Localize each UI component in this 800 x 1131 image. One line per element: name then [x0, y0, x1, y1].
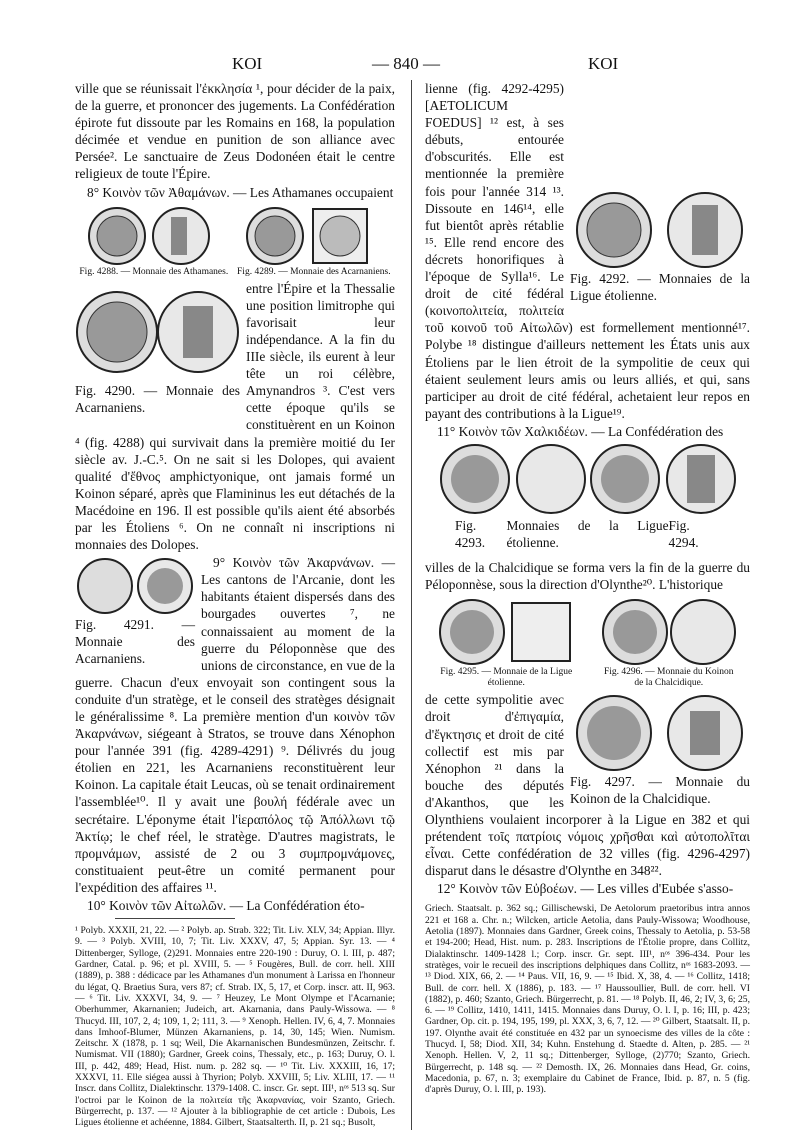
coin-image — [75, 282, 240, 382]
footnote-text: ¹ Polyb. XXXII, 21, 22. — ² Polyb. ap. Strab. 322; Tit. Liv. XLV, 34; Appian. Illyr. 9. — ³ Polyb. XVIII, 10, 7; Tit. Liv. XXXV, 47, 5; Appian. Syr. 13. — ⁴ Dittenberger, Sylloge, (2)291. Monnaies entre 220-190 : Duruy, O. l. III, p. 487; Gardner, Catal. p. 96; et pl. XVIII, 5. — ⁵ Fougères, Bull. de corr. hell. XIII (1889), p. 388 : dédicace par les Athamanes d'un monument à Larissa en l'honneur du légat, Q. Braetius Sura, vers 87; cf. Strab. IX, 5, 17, et Corp. inscr. att. II, 963. — ⁶ Tit. Liv. XXXVI, 34, 9. — ⁷ Heuzey, Le Mont Olympe et l'Acarnanie; Oberhummer, Akarnanien; Judeich, art. Akarnania, dans Pauly-Wissowa. — ⁸ Thucyd. III, 107, 2, 4; 109, 1, 2; 111, 3. — ⁹ Xenoph. Hellen. IV, 6, 4, 7. Monnaies dans Imhoof-Blumer, Münzen Akarnaniens, p. 14, 30, 145; Wien. Numism. Zeitschr. X (1878, p. 1 sq; Weil, Die Akarnanischen Bundesmünzen, Zeitschr. f. Numismat. VII (1880); Gardner, Greek coins, Thessaly, etc., p. 163; Duruy, O. l. III, p. 442, 489; Head, Hist. num. p. 282 sq. — ¹⁰ Tit. Liv. XXXIII, 16, 17; XXXVI, 11. Elle siégea aussi à Thyrion; Polyb. XXVIII, 5; Liv. XLIII, 17. — ¹¹ Inscr. dans Collitz, Dialektinschr. 1379-1408. C. inscr. Gr. sept. III¹, nᵒˢ 513 sq. Sur l'octroi par le Koinon de la πολιτεία τῆς Ἀκαρνανίας, voir Szanto, Griech. Bürgerrecht, p. 137. — ¹² Ajouter à la bibliographie de cet article : Dubois, Les Ligues étolienne et achéenne, 1884. Gilbert, Staatsalterth. II, p. 21 sq.; Busolt, — [75, 925, 395, 1129]
figure-caption: Fig. 4291. — Monnaie des Acarnaniens. — [75, 617, 195, 667]
footnotes — [75, 925, 395, 1128]
figure-caption: Fig. 4294. — [668, 517, 699, 551]
figure-caption: Fig. 4295. — Monnaie de la Ligue étolienne. — [440, 667, 573, 689]
section-heading: 12° Κοινὸν τῶν Εὐβοέων. — Les villes d'Eubée s'asso- — [437, 881, 734, 897]
section-heading: 8° Κοινὸν τῶν Ἀθαμάνων. — Les Athamanes occupaient — [87, 184, 394, 200]
figure-caption: Fig. 4293. — [455, 517, 486, 551]
page-number: — 840 — — [372, 54, 440, 73]
paragraph: ville que se réunissait l'ἐκκλησία ¹, pour décider de la paix, de la guerre, et prononcer des jugements. La Confédération épirote fut dissoute par les Romains en 168, la population décimée et vendue en punition de son alliance avec Persée². Le sanctuaire de Zeus Dodonéen était le centre religieux de toute l'Épire. — [75, 81, 395, 182]
figure-4295 — [436, 597, 576, 689]
header-right: KOI — [588, 54, 619, 73]
coin-image — [237, 205, 377, 267]
footnote-rule — [115, 918, 235, 919]
footnotes — [425, 903, 750, 1095]
left-column — [75, 80, 395, 1128]
right-column — [425, 80, 750, 1096]
figure-caption: Fig. 4289. — Monnaie des Acarnaniens. — [237, 266, 391, 277]
paragraph: villes de la Chalcidique se forma vers la fin de la guerre du Péloponnèse, sous la direction d'Olynthe²⁰. L'historique — [425, 560, 750, 593]
paragraph: lienne (fig. 4292-4295) [AETOLICUM FOEDUS] ¹² est, à ses débuts, entourée d'obscurités. Elle est mentionnée la première fois pour l'année 314 ¹³. Dissoute en 146¹⁴, elle fut bientôt après rétablie ¹⁵. Elle rend encore des décrets honorifiques à l'époque de Sylla¹⁶. Le droit de cité fédéral (κοινοπολιτεία, πολιτεία τοῦ κοινοῦ τοῦ Αἰτωλῶν) est formellement mentionné¹⁷. Polybe ¹⁸ distingue d'ailleurs nettement les États unis aux Étoliens par le lien étroit de la sympolitie de ceux qui étaient seulement leurs amis ou leurs alliés, et qui, sans participer au droit de cité fédéral, achetaient leur repos en payant des contributions à la Ligue¹⁹. — [425, 81, 750, 421]
section-heading: 9° Κοινὸν τῶν Ἀκαρνάνων. — Les cantons de l'Arcanie, dont les habitants étaient dispersés dans des bourgades ouvertes ⁷, ne connaissaient au moment de la guerre du Péloponnèse que des unions de circonstance, en vue de la guerre. Chacun d'eux envoyait son contingent sous la conduite d'un stratège, et le conseil des stratèges désignait le généralissime ⁸. La première mention d'un κοινὸν τῶν Ἀκαρνάνων, siégeant à Stratos, se trouve dans Xénophon pour l'année 391 (fig. 4289-4291) ⁹. Délivrés du joug étolien en 221, les Acarnaniens reconstituèrent leur Koinon. La capitale était Leucas, où se tenait ordinairement l'assemblée¹⁰. Il y avait une βουλή fédérale avec un secrétaire. L'éponyme était l'ἱεραπόλος τῷ Ἀπόλλωνι τῷ Ἀκτίῳ; le chef réel, le stratège. D'autres magistrats, le προμνάμων, assisté de 2 ou 3 συμπρομνάμονες, constituaient peut-être un comité permanent pour l'expédition des affaires ¹¹. — [75, 555, 395, 895]
figure-captions — [425, 517, 750, 551]
figure-caption: Fig. 4296. — Monnaie du Koinon de la Chalcidique. — [603, 667, 734, 689]
coin-image — [425, 441, 750, 517]
figure-caption: Fig. 4290. — Monnaie des Acarnaniens. — [75, 382, 240, 415]
figure-4297 — [570, 693, 750, 807]
figure-row — [425, 597, 750, 689]
figure-caption: Fig. 4288. — Monnaie des Athamanes. — [79, 266, 229, 277]
paragraph: de cette sympolitie avec droit d'ἐπιγαμία, d'ἔγκτησις et droit de cité collectif est mis par Xénophon ²¹ dans la bouche des députés d'Akanthos, que les Olynthiens voulaient incorporer à la Ligue en 382 et qui prétendent τοῖς πατρίοις νόμοις χρῆσθαι καὶ αὐτοπολῖται εἶναι. Cette confédération de 32 villes (fig. 4296-4297) disparut dans le désastre d'Olynthe en 348²². — [425, 692, 750, 879]
coin-image — [599, 597, 739, 667]
figure-4296 — [599, 597, 739, 689]
section-heading: 11° Κοινὸν τῶν Χαλκιδέων. — La Confédération des — [437, 423, 724, 439]
coin-image — [570, 693, 750, 773]
figure-caption: Monnaies de la Ligue étolienne. — [506, 517, 669, 551]
page-header — [0, 54, 800, 78]
coin-image — [79, 205, 219, 267]
coin-image — [436, 597, 576, 667]
figure-caption: Fig. 4297. — Monnaie du Koinon de la Chalcidique. — [570, 774, 750, 807]
section-heading: 10° Κοινὸν τῶν Αἰτωλῶν. — La Confédération éto- — [87, 898, 365, 914]
figure-4289 — [237, 205, 391, 278]
figure-4288 — [79, 205, 228, 278]
footnote-text: Griech. Staatsalt. p. 362 sq.; Gillischewski, De Aetolorum praetoribus intra annos 221 et 168 a. Chr. n.; Wilcken, article Aetolia, dans Pauly-Wissowa; Woodhouse, Aetolia (1897). Monnaies dans Gardner, Greek coins, Thessaly to Aetolia, p. 53-58 et 194-200; Head, Hist. num. p. 283. Inscriptions de l'Étolie propre, dans Collitz, Dialaktinschr. 1409-1428 l.; Corp. inscr. Gr. sept. III¹, nᵒˢ 396-434. Pour les stratèges, voir le recueil des inscriptions delphiques dans Collitz, nᵒˢ 1683-2093. — ¹³ Diod. XIX, 66, 2. — ¹⁴ Paus. VII, 16, 9. — ¹⁵ Ibid. X, 38, 4. — ¹⁶ Collitz, 1418; Bull. de corr. hell. X (1886), p. 183. — ¹⁷ Haussoullier, Bull. de corr. hell. VI (1882), p. 460; Szanto, Griech. Bürgerrecht, p. 81. — ¹⁸ Polyb. II, 46, 2; IV, 3, 6; 25, 6. — ¹⁹ Collitz, 1410, 1411, 1415. Monnaies dans Duruy, O. l. I, p. 16; III, p. 423; Gardner, Op. cit. p. 194, 195, 199, pl. XXX, 3, 6, 7, 12. — ²⁰ Gilbert, Staatsalt. II, p. 197. Olynthe avait été constituée en 432 par un synoecisme des villes de la côte : Thucyd. I, 58; Diod. XII, 34; Kuhn. Enstehung d. Staedte d. Alten, p. 285. — ²¹ Xenoph. Hellen. V, 2, 11 sq.; Dittenberger, Sylloge, (2)770; Szanto, Griech. Bürgerrecht, p. 148 sq. — ²² Demosth. IX, 26. Monnaies dans Head, Gr. coins, Macedonia, p. 67, n. 3; exemplaire du Cabinet de France, Ibid. p. 87, n. 5 (fig. d'après Duruy, O. l. III, p. 193). — [425, 903, 750, 1096]
figure-4290 — [75, 282, 240, 416]
header-left: KOI — [232, 54, 263, 73]
coin-image — [570, 190, 750, 270]
figure-4291 — [75, 556, 195, 667]
figure-4293-4294 — [425, 441, 750, 551]
figure-row — [75, 205, 395, 278]
paragraph: entre l'Épire et la Thessalie une position limitrophe qui favorisait leur indépendance. A la fin du IIIe siècle, ils eurent à leur tête un roi célèbre, Amynandros ³. C'est vers cette époque qu'ils se constituèrent en un Koinon ⁴ (fig. 4288) qui survivait dans la première moitié du Ier siècle av. J.-C.⁵. On ne sait si les Dolopes, qui avaient qualité d'ἔθνος amphictyonique, ont jamais formé un Koinon séparé, après que Flamininus les eut détachés de la Macédoine en 196. Il est possible qu'ils aient été absorbés par les Étoliens ⁶. On ne connaît ni inscriptions ni monnaies des Dolopes. — [75, 280, 395, 553]
coin-image — [75, 556, 195, 616]
column-divider — [411, 80, 412, 1130]
figure-4292 — [570, 190, 750, 304]
figure-caption: Fig. 4292. — Monnaies de la Ligue étolienne. — [570, 271, 750, 304]
